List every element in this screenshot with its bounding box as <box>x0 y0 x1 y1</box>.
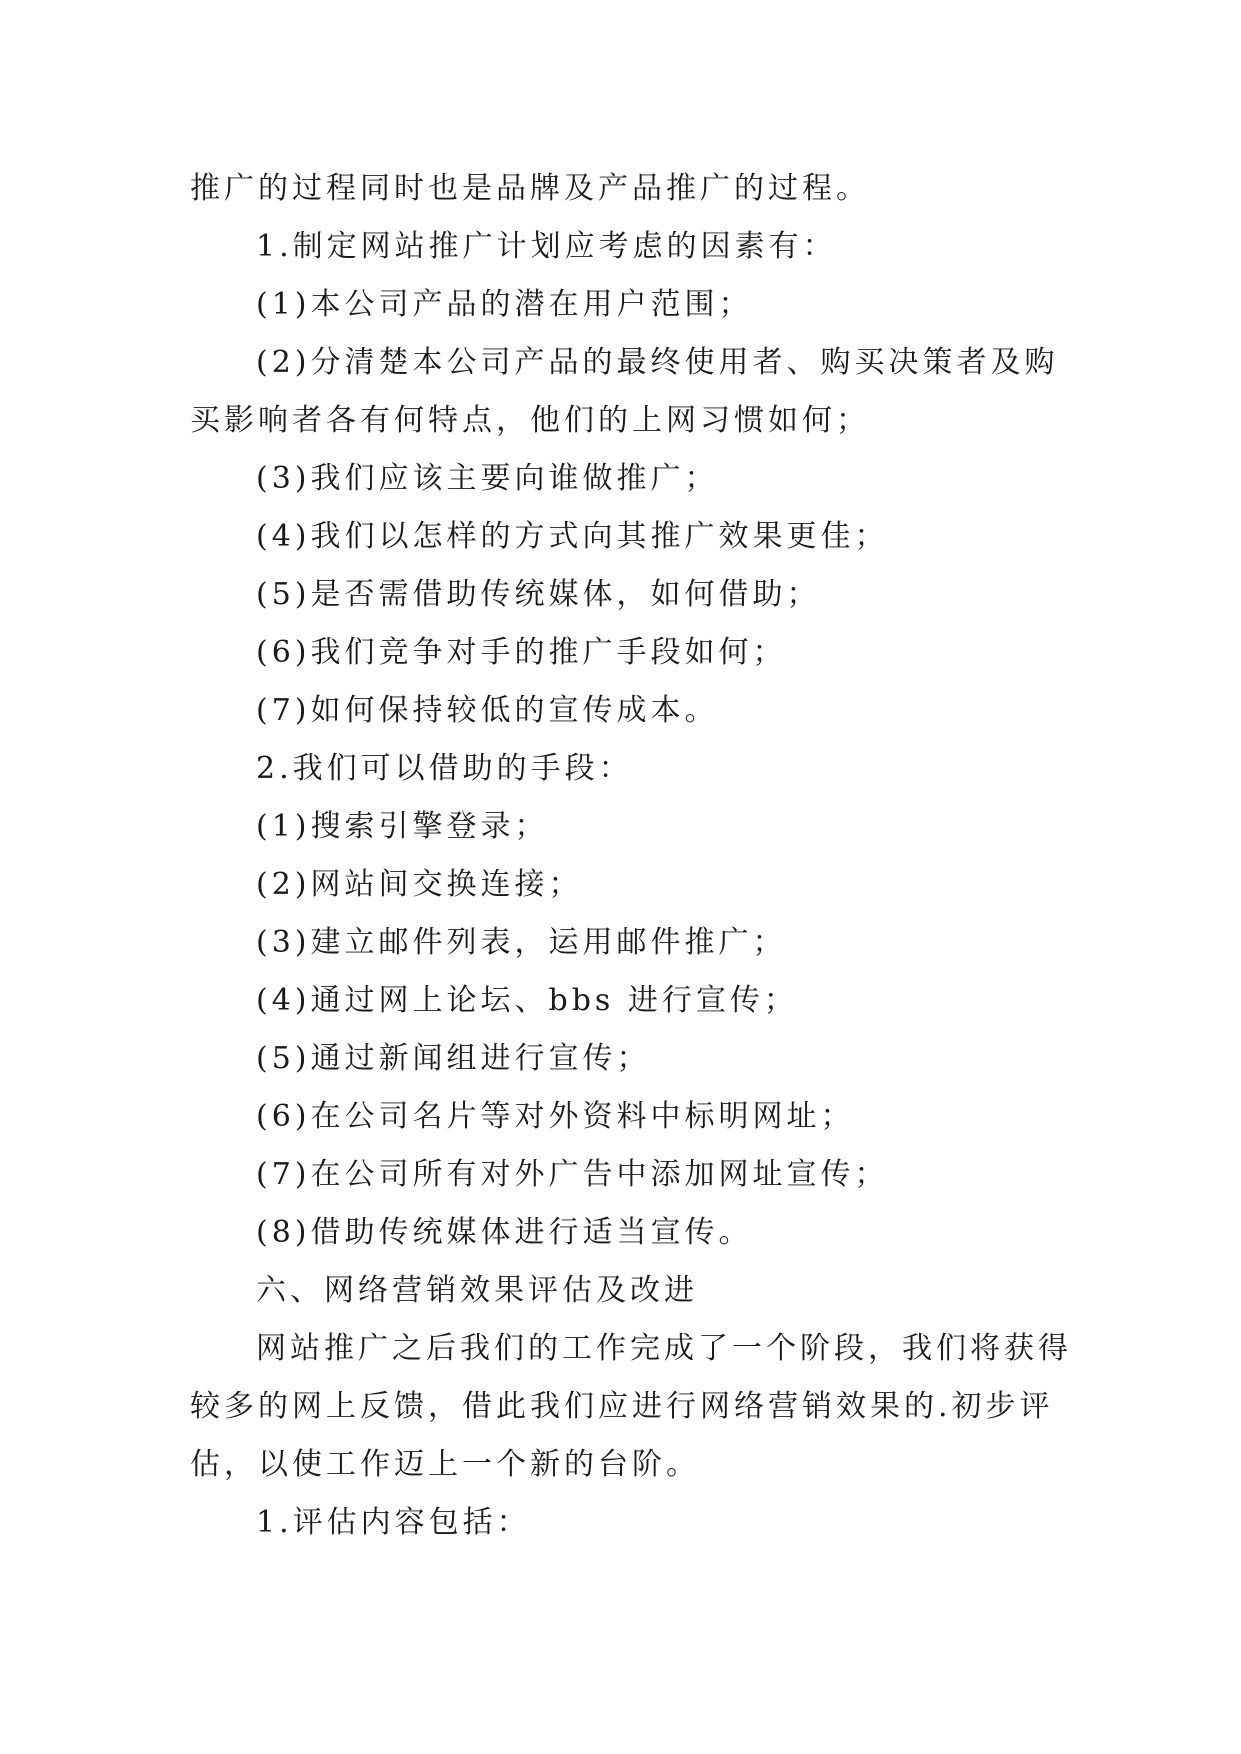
text-line: 推广的过程同时也是品牌及产品推广的过程。 <box>190 171 870 206</box>
text-line: (6)我们竞争对手的推广手段如何； <box>256 635 787 670</box>
text-line: 买影响者各有何特点，他们的上网习惯如何； <box>190 403 870 438</box>
text-line: 网站推广之后我们的工作完成了一个阶段，我们将获得 <box>256 1331 1072 1366</box>
text-line: (7)在公司所有对外广告中添加网址宣传； <box>256 1157 889 1192</box>
document-body <box>190 160 1072 1552</box>
text-line: (6)在公司名片等对外资料中标明网址； <box>256 1099 855 1134</box>
text-line: (1)搜索引擎登录； <box>256 809 549 844</box>
text-line: 1.制定网站推广计划应考虑的因素有： <box>256 229 837 264</box>
text-line: 较多的网上反馈，借此我们应进行网络营销效果的.初步评 <box>190 1389 1054 1424</box>
text-line: 1.评估内容包括： <box>256 1505 531 1540</box>
text-line: (2)网站间交换连接； <box>256 867 583 902</box>
text-line: (2)分清楚本公司产品的最终使用者、购买决策者及购 <box>256 345 1059 380</box>
text-line: (5)通过新闻组进行宣传； <box>256 1041 651 1076</box>
text-line: (7)如何保持较低的宣传成本。 <box>256 693 719 728</box>
text-line: (4)通过网上论坛、bbs 进行宣传； <box>256 983 798 1018</box>
text-line: (3)建立邮件列表，运用邮件推广； <box>256 925 787 960</box>
text-line: 2.我们可以借助的手段： <box>256 751 633 786</box>
text-line: (8)借助传统媒体进行适当宣传。 <box>256 1215 753 1250</box>
text-line: (3)我们应该主要向谁做推广； <box>256 461 719 496</box>
section-heading: 六、网络营销效果评估及改进 <box>256 1273 698 1308</box>
text-line: (1)本公司产品的潜在用户范围； <box>256 287 753 322</box>
text-line: 估，以使工作迈上一个新的台阶。 <box>190 1447 700 1482</box>
text-line: (5)是否需借助传统媒体，如何借助； <box>256 577 821 612</box>
text-line: (4)我们以怎样的方式向其推广效果更佳； <box>256 519 889 554</box>
